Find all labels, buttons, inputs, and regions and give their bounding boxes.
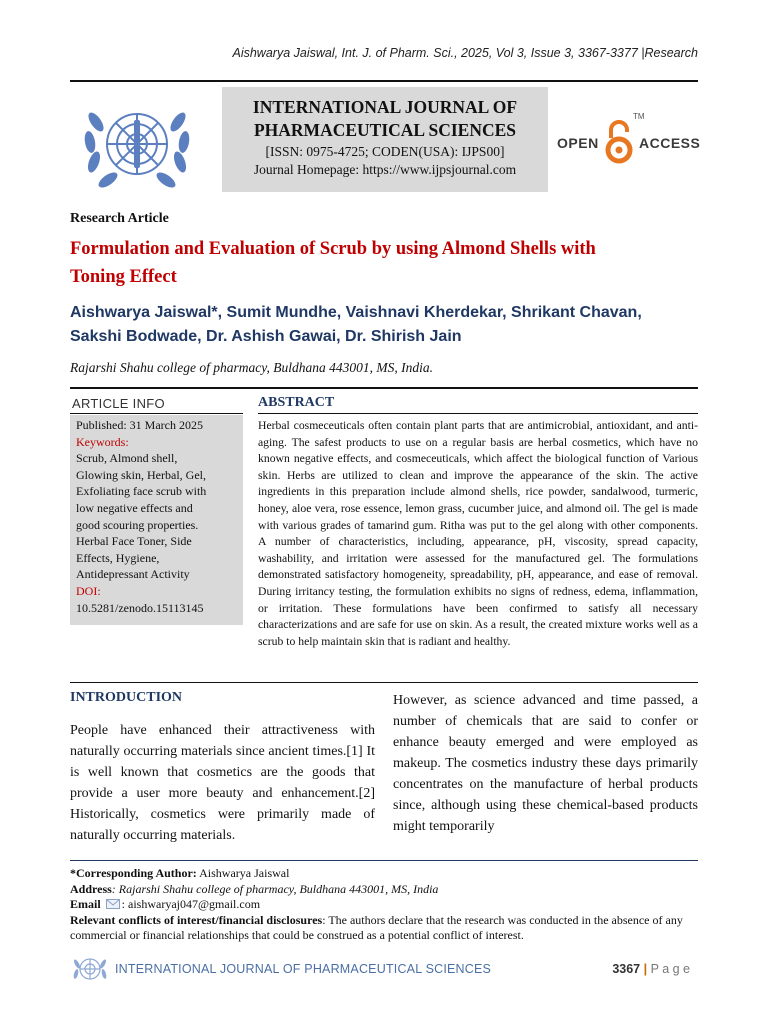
keywords-label: Keywords: [76,434,129,449]
page-word: P a g e [650,962,690,976]
running-head: Aishwarya Jaiswal, Int. J. of Pharm. Sci., 2025, Vol 3, Issue 3, 3367-3377 |Research [232,46,698,60]
article-info-content [76,417,244,616]
email-value[interactable]: : aishwaryaj047@gmail.com [121,897,261,911]
keywords-line: good scouring properties. [76,517,199,532]
trademark-mark: TM [633,112,645,121]
doi-value[interactable]: 10.5281/zenodo.15113145 [76,600,204,615]
conflict-text: : The authors declare that the research was conducted in the absence of any commercial or financial relationships that could be construed as a potential conflict of interest. [70,912,683,942]
corresponding-footnote [70,866,700,944]
corresponding-name: Aishwarya Jaiswal [196,866,290,880]
authors-line1: Aishwarya Jaiswal*, Sumit Mundhe, Vaishnavi Kherdekar, Shrikant Chavan, [70,304,642,321]
conflict-label: Relevant conflicts of interest/financial disclosures [70,912,323,927]
paper-title [70,235,710,291]
address-label: Address [70,881,112,896]
journal-banner [222,87,548,192]
footer-journal-name: INTERNATIONAL JOURNAL OF PHARMACEUTICAL SCIENCES [115,962,492,976]
published-date: Published: 31 March 2025 [76,418,203,432]
open-access-logo [557,112,702,168]
abstract-rule [258,413,698,414]
open-access-right: ACCESS [639,135,701,151]
journal-title-line2: PHARMACEUTICAL SCIENCES [253,120,517,140]
abstract-label: ABSTRACT [258,395,335,410]
paper-title-line2: Toning Effect [70,267,177,287]
keywords-line: Scrub, Almond shell, [76,451,178,466]
footer-emblem-logo [72,952,108,986]
footnote-rule [70,860,698,861]
header-rule [70,80,698,82]
keywords-line: Herbal Face Toner, Side [76,534,192,549]
section-rule [70,387,698,389]
address-value: : Rajarshi Shahu college of pharmacy, Buldhana 443001, MS, India [111,881,439,896]
footer-page-number [612,962,690,976]
keywords-line: Exfoliating face scrub with [76,484,207,499]
affiliation: Rajarshi Shahu college of pharmacy, Buldhana 443001, MS, India. [70,360,433,375]
article-info-rule [70,413,243,414]
keywords-line: low negative effects and [76,500,193,515]
author-list [70,301,710,349]
keywords-line: Antidepressant Activity [76,567,190,582]
email-label: Email [70,897,101,911]
corresponding-label: *Corresponding Author: [70,866,197,880]
journal-issn: [ISSN: 0975-4725; CODEN(USA): IJPS00] [265,144,505,159]
keywords-line: Effects, Hygiene, [76,550,160,565]
open-lock-icon [604,118,634,166]
abstract-text: Herbal cosmeceuticals often contain plant parts that are antimicrobial, antioxidant, and anti-aging. The safest products to use on a regular basis are herbal cosmetics, which have no known negative effects, and cosmeceuticals, which affect the biological function of Various skin. Herbs are utilized to clean and improve the appearance of the skin. The active ingredients in this preparation include almond shells, rice powder, sandalwood, turmeric, honey, aloe vera, rose essence, lemon grass, cucumber juice, and almond oil. The gel is made with various grades of tamarind gum. Ritha was put to the gel along with other components. A number of characteristics, including, appearance, pH, viscosity, spread capacity, washability, and irritation were assessed for the manufactured gel. The formulations demonstrated satisfactory homogeneity, spreadability, pH, appearance, and ease of removal. During irritancy testing, the formulation exhibits no signs of redness, edema, inflammation, or irritation. These formulations have been confirmed to satisfy all necessary characterizations and are safe for use on skin. As a result, the created mixture works well as a scrub to help maintain skin that is radiant and healthy. [258,419,698,648]
body-rule [70,682,698,683]
introduction-column-right: However, as science advanced and time passed, a number of chemicals that are said to confer or enhance beauty emerged and were employed as makeup. The cosmetics industry these days primarily concentrates on the manufacture of herbal products since, although using these chemical-based products might temporarily [393,693,698,834]
page-separator: | [643,962,648,976]
envelope-icon [106,899,120,909]
introduction-heading: INTRODUCTION [70,690,183,705]
authors-line2: Sakshi Bodwade, Dr. Ashish Gawai, Dr. Shirish Jain [70,328,462,345]
keywords-line: Glowing skin, Herbal, Gel, [76,467,206,482]
open-access-left: OPEN [557,135,599,151]
article-info-label: ARTICLE INFO [72,396,165,411]
page-number: 3367 [612,962,641,976]
journal-title-line1: INTERNATIONAL JOURNAL OF [252,97,518,117]
introduction-column-left: People have enhanced their attractiveness with naturally occurring materials since ancient times.[1] It is well known that cosmetics are the goods that provide a user more beauty and enhancement.[2] Historically, cosmetics were primarily made of naturally occurring materials. [70,723,375,843]
article-type: Research Article [70,211,169,226]
journal-homepage: Journal Homepage: https://www.ijpsjournal.com [253,162,517,177]
doi-label: DOI: [76,583,101,598]
paper-title-line1: Formulation and Evaluation of Scrub by using Almond Shells with [70,239,596,259]
journal-emblem-logo [78,92,196,200]
